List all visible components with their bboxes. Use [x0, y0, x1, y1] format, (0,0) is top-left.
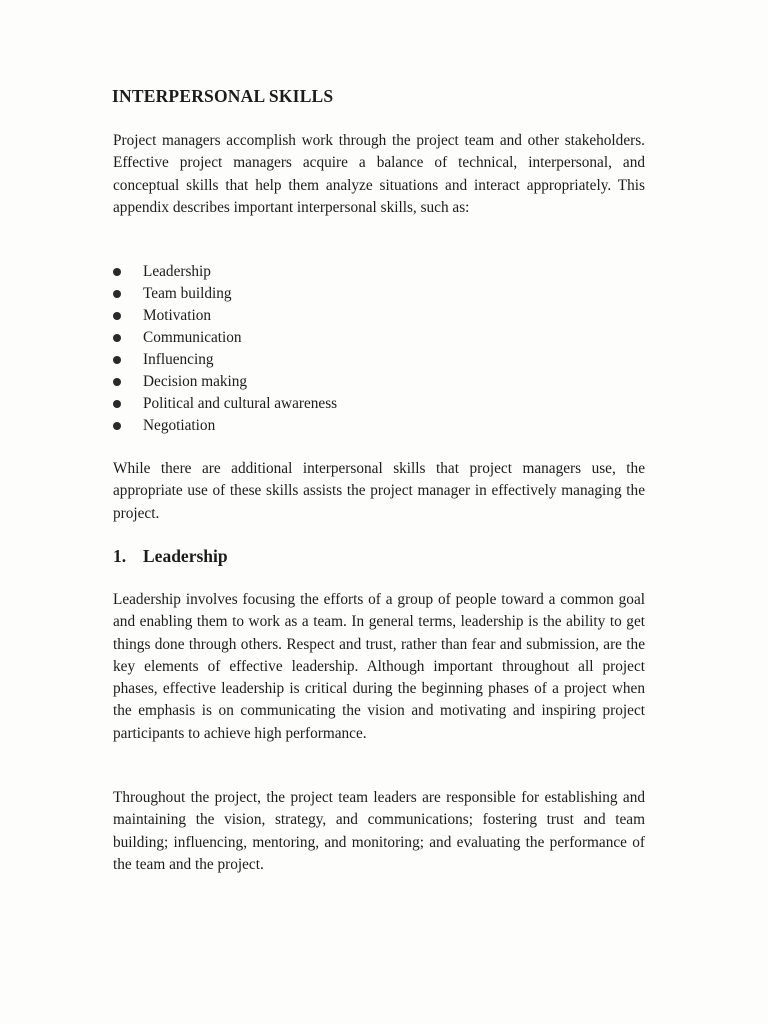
list-item-label: Motivation	[143, 307, 211, 324]
list-item-label: Political and cultural awareness	[143, 395, 338, 412]
section-number: 1.	[113, 546, 127, 566]
list-item	[113, 393, 337, 415]
list-item	[113, 261, 337, 283]
list-item	[113, 283, 337, 305]
summary-paragraph: While there are additional interpersonal skills that project managers use, the appropriate use of these skills assists the project manager in effectively managing the project.	[113, 460, 645, 522]
page-title: INTERPERSONAL SKILLS	[112, 86, 334, 106]
section-heading	[113, 546, 228, 567]
list-item-label: Leadership	[143, 263, 211, 280]
list-item-label: Influencing	[143, 351, 214, 368]
bullet-icon	[113, 312, 121, 320]
list-item	[113, 305, 337, 327]
list-item	[113, 327, 337, 349]
intro-paragraph: Project managers accomplish work through the project team and other stakeholders. Effective project managers acquire a balance of technical, interpersonal, and conceptual skills that help them analyze situations and interact appropriately. This appendix describes important interpersonal skills, such as:	[113, 132, 645, 216]
list-item	[113, 415, 337, 437]
list-item-label: Communication	[143, 329, 242, 346]
list-item-label: Negotiation	[143, 417, 216, 434]
bullet-icon	[113, 334, 121, 342]
section-title: Leadership	[143, 546, 228, 566]
list-item	[113, 371, 337, 393]
bullet-icon	[113, 290, 121, 298]
bullet-icon	[113, 356, 121, 364]
bullet-icon	[113, 378, 121, 386]
list-item-label: Decision making	[143, 373, 248, 390]
bullet-icon	[113, 400, 121, 408]
leadership-paragraph-2: Throughout the project, the project team leaders are responsible for establishing and maintaining the vision, strategy, and communications; fostering trust and team building; influencing, mentoring, and monitoring; and evaluating the performance of the team and the project.	[113, 789, 645, 873]
bullet-icon	[113, 422, 121, 430]
list-item-label: Team building	[143, 285, 232, 302]
leadership-paragraph-1: Leadership involves focusing the efforts of a group of people toward a common goal and enabling them to work as a team. In general terms, leadership is the ability to get things done through others. Respect and trust, rather than fear and submission, are the key elements of effective leadership. Although important throughout all project phases, effective leadership is critical during the beginning phases of a project when the emphasis is on communicating the vision and motivating and inspiring project participants to achieve high performance.	[113, 591, 645, 742]
skills-list	[113, 261, 337, 437]
list-item	[113, 349, 337, 371]
bullet-icon	[113, 268, 121, 276]
